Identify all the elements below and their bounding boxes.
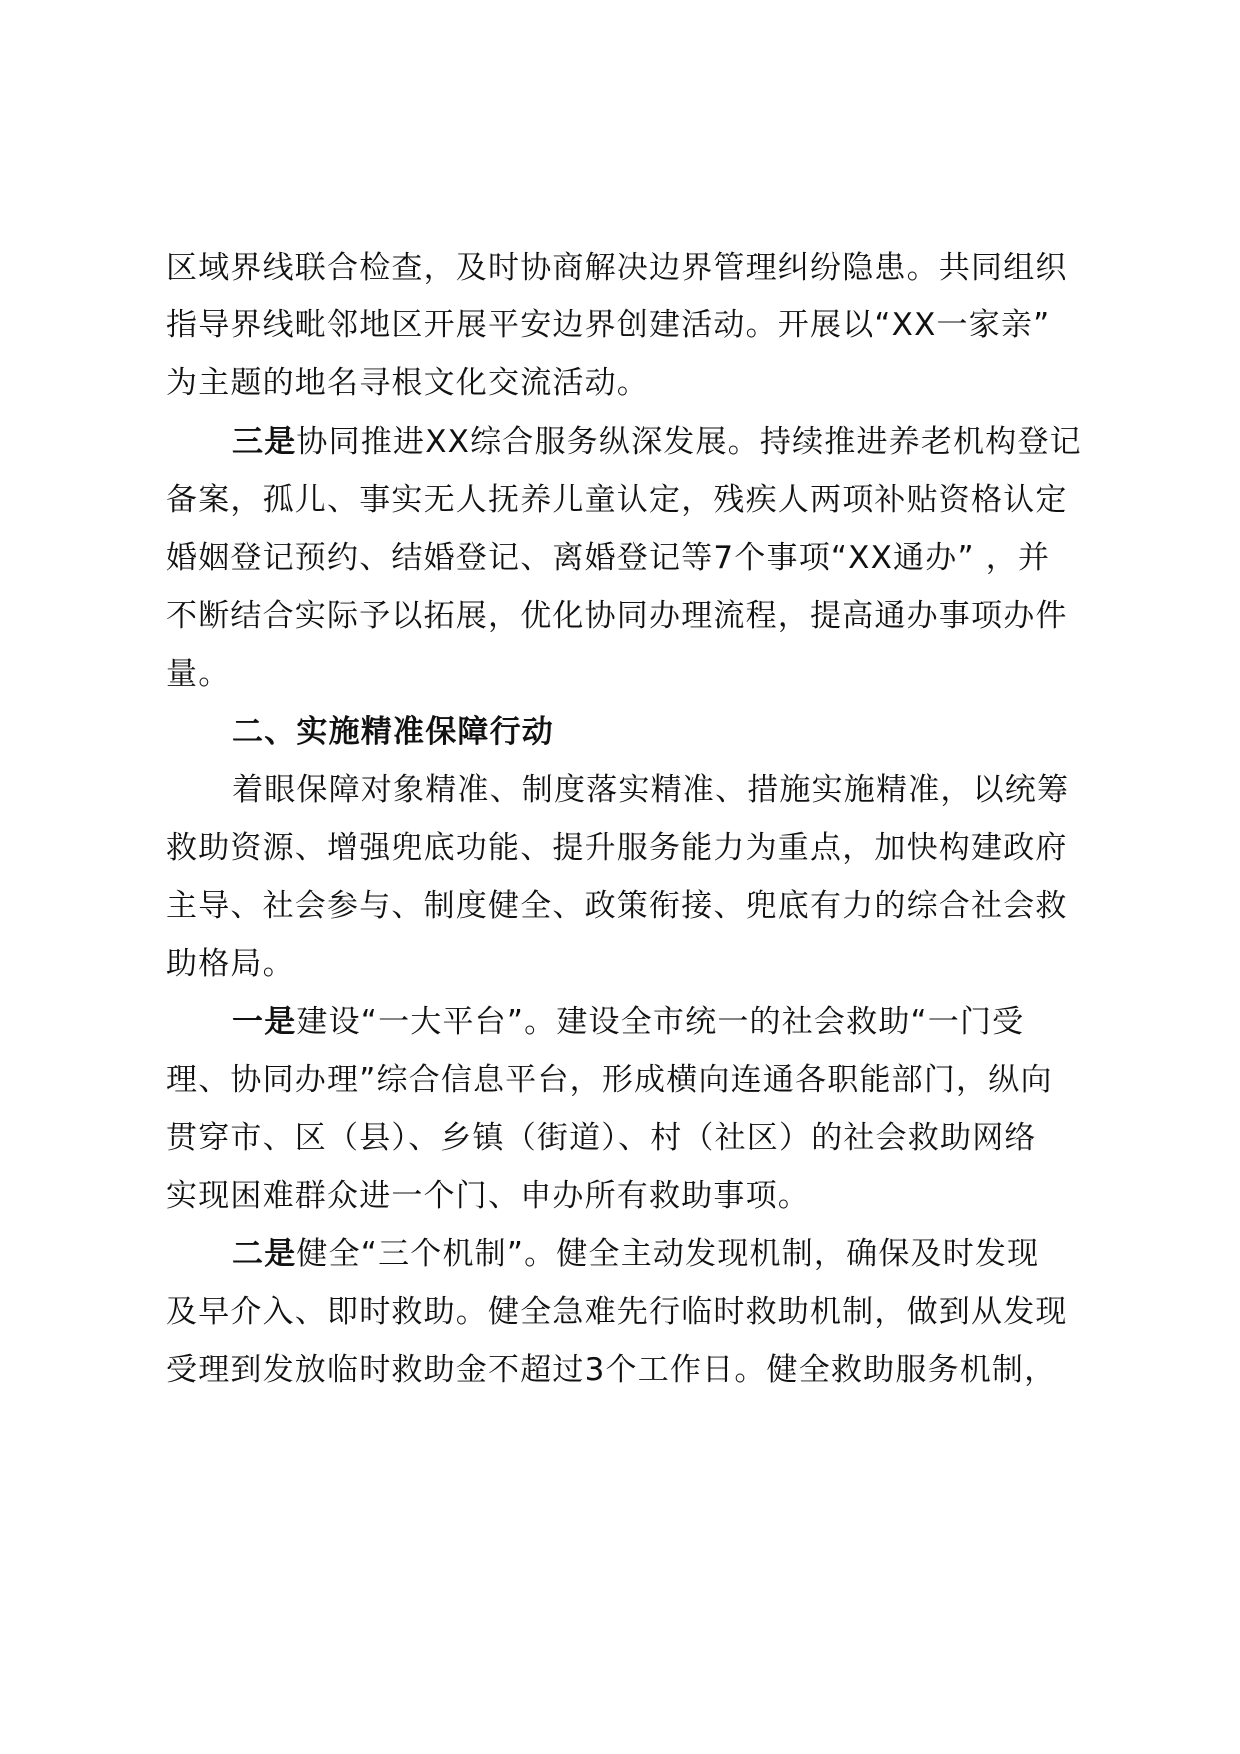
paragraph-1-line-1: 区域界线联合检查，及时协商解决边界管理纠纷隐患。共同组织 bbox=[166, 250, 1068, 286]
paragraph-2-line-1 bbox=[232, 410, 1082, 474]
paragraph-3-line-4: 助格局。 bbox=[166, 946, 295, 982]
paragraph-2-line-5: 量。 bbox=[166, 656, 231, 692]
paragraph-3-line-3: 主导、社会参与、制度健全、政策衔接、兜底有力的综合社会救 bbox=[166, 888, 1068, 924]
paragraph-2-line-4: 不断结合实际予以拓展，优化协同办理流程，提高通办事项办件 bbox=[166, 598, 1068, 634]
paragraph-3-line-2: 救助资源、增强兜底功能、提升服务能力为重点，加快构建政府 bbox=[166, 830, 1068, 866]
paragraph-2-line-3: 婚姻登记预约、结婚登记、离婚登记等7个事项“XX通办” ，并 bbox=[166, 540, 1051, 576]
paragraph-5-line-1 bbox=[232, 1222, 1039, 1286]
paragraph-5-line-3: 受理到发放临时救助金不超过3个工作日。健全救助服务机制， bbox=[166, 1352, 1057, 1388]
paragraph-5-lead: 二是 bbox=[232, 1236, 297, 1272]
paragraph-4-first-text: 建设“一大平台”。建设全市统一的社会救助“一门受 bbox=[296, 1004, 1025, 1040]
paragraph-5-line-2: 及早介入、即时救助。健全急难先行临时救助机制，做到从发现 bbox=[166, 1294, 1068, 1330]
paragraph-4-line-3: 贯穿市、区（县）、乡镇（街道）、村（社区）的社会救助网络 bbox=[166, 1120, 1037, 1156]
section-heading-2: 二、实施精准保障行动 bbox=[232, 714, 554, 750]
paragraph-1-line-2: 指导界线毗邻地区开展平安边界创建活动。开展以“XX一家亲” bbox=[166, 307, 1051, 343]
paragraph-5-first-text: 健全“三个机制”。健全主动发现机制，确保及时发现 bbox=[296, 1236, 1040, 1272]
paragraph-2-first-text: 协同推进XX综合服务纵深发展。持续推进养老机构登记 bbox=[296, 424, 1082, 460]
paragraph-3-line-1: 着眼保障对象精准、制度落实精准、措施实施精准，以统筹 bbox=[232, 772, 1070, 808]
paragraph-4-line-1 bbox=[232, 990, 1024, 1054]
paragraph-2-lead: 三是 bbox=[232, 424, 297, 460]
paragraph-1-line-3: 为主题的地名寻根文化交流活动。 bbox=[166, 365, 649, 401]
paragraph-2-line-2: 备案，孤儿、事实无人抚养儿童认定，残疾人两项补贴资格认定 bbox=[166, 482, 1068, 518]
paragraph-4-line-4: 实现困难群众进一个门、申办所有救助事项。 bbox=[166, 1178, 810, 1214]
paragraph-4-line-2: 理、协同办理”综合信息平台，形成横向连通各职能部门，纵向 bbox=[166, 1062, 1053, 1098]
paragraph-4-lead: 一是 bbox=[232, 1004, 297, 1040]
